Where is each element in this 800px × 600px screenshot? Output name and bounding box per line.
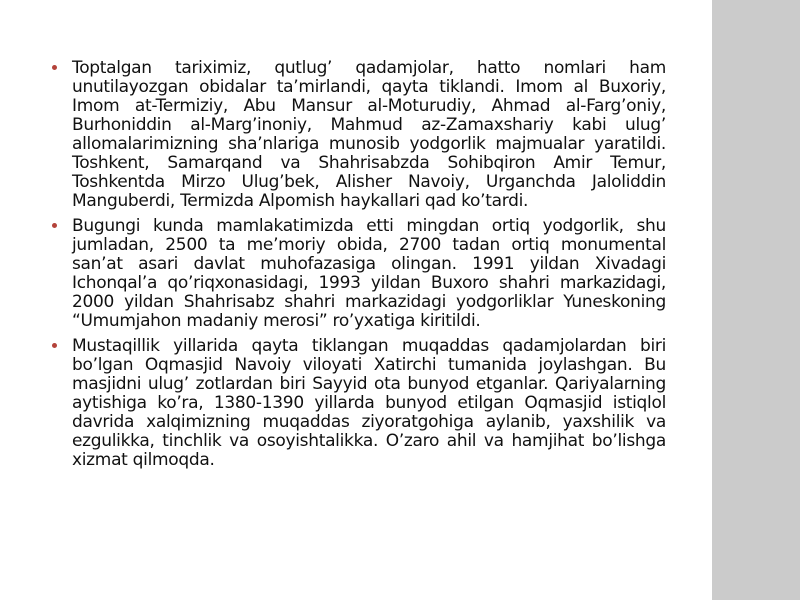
bullet-item: [50, 217, 666, 331]
bullet-item: [50, 337, 666, 470]
bullet-text: Bugungi kunda mamlakatimizda etti mingdan ortiq yodgorlik, shu jumladan, 2500 ta me’moriy obida, 2700 tadan ortiq monumental san’at asari davlat muhofazasiga olingan. 1991 yildan Xivadagi Ichonqal’a qo’riqxonasidagi, 1993 yildan Buxoro shahri markazidagi, 2000 yildan Shahrisabz shahri markazidagi yodgorliklar Yuneskoning “Umumjahon madaniy merosi” ro’yxatiga kiritildi.: [72, 216, 666, 331]
bullet-item: [50, 59, 666, 211]
bullet-text: Mustaqillik yillarida qayta tiklangan muqaddas qadamjolardan biri bo’lgan Oqmasjid Navoiy viloyati Xatirchi tumanida joylashgan. Bu masjidni ulug’ zotlardan biri Sayyid ota bunyod etganlar. Qariyalarning aytishiga ko’ra, 1380-1390 yillarda bunyod etilgan Oqmasjid istiqlol davrida xalqimizning muqaddas ziyoratgohiga aylanib, yaxshilik va ezgulikka, tinchlik va osoyishtalikka. O’zaro ahil va hamjihat bo’lishga xizmat qilmoqda.: [72, 336, 666, 470]
bullet-dot-icon: [52, 65, 57, 70]
bullet-list: [50, 59, 666, 470]
side-panel: [712, 0, 800, 600]
bullet-dot-icon: [52, 223, 57, 228]
bullet-text: Toptalgan tariximiz, qutlug’ qadamjolar, hatto nomlari ham unutilayozgan obidalar ta’mirlandi, qayta tiklandi. Imom al Buxoriy, Imom at-Termiziy, Abu Mansur al-Moturudiy, Ahmad al-Farg’oniy, Burhoniddin al-Marg’inoniy, Mahmud az-Zamaxshariy kabi ulug’ allomalarimizning sha’nlariga munosib yodgorlik majmualar yaratildi. Toshkent, Samarqand va Shahrisabzda Sohibqiron Amir Temur, Toshkentda Mirzo Ulug’bek, Alisher Navoiy, Urganchda Jaloliddin Manguberdi, Termizda Alpomish haykallari qad ko’tardi.: [72, 58, 666, 211]
slide-content: [50, 59, 666, 476]
bullet-dot-icon: [52, 343, 57, 348]
